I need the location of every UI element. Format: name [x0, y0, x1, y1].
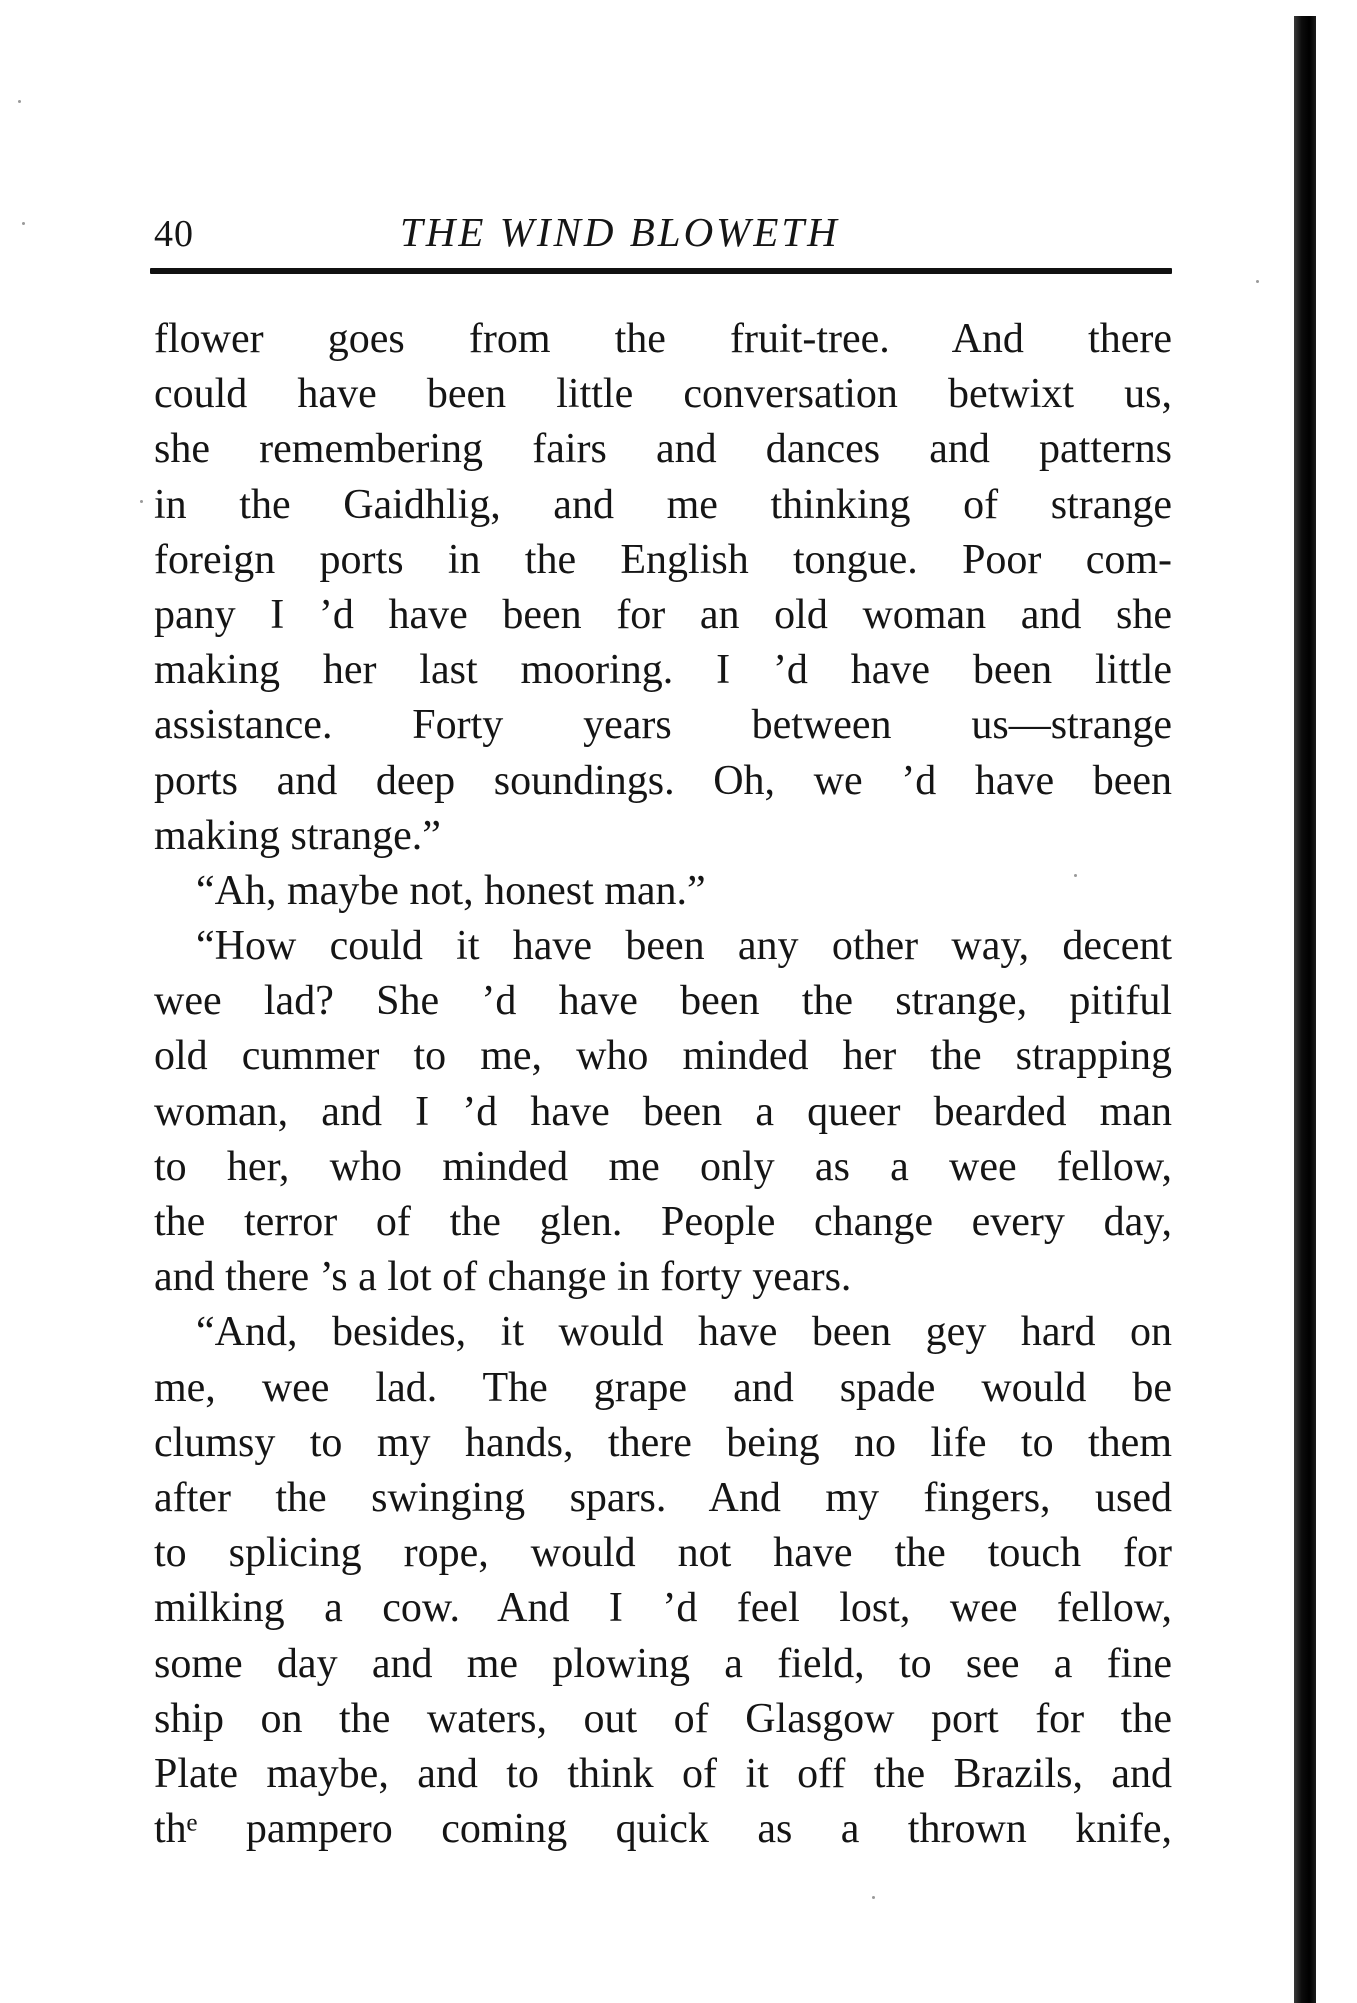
paper-speck: [872, 1896, 875, 1899]
text-line: in the Gaidhlig, and me thinking of strange: [154, 481, 1172, 528]
body-text: [154, 312, 1172, 1857]
text-line: to her, who minded me only as a wee fellow,: [154, 1143, 1172, 1190]
page-header: [154, 208, 1172, 264]
text-line: the terror of the glen. People change every day,: [154, 1199, 1172, 1245]
text-line: making strange.”: [154, 812, 441, 859]
text-line: woman, and I ’d have been a queer bearded man: [154, 1088, 1172, 1135]
paper-speck: [1074, 874, 1077, 877]
text-line: after the swinging spars. And my fingers, used: [154, 1474, 1172, 1521]
text-line: assistance. Forty years between us—strange: [154, 702, 1172, 749]
paper-speck: [140, 500, 143, 503]
header-rule: [150, 268, 1172, 274]
text-line: wee lad? She ’d have been the strange, pitiful: [154, 978, 1172, 1025]
text-line: “Ah, maybe not, honest man.”: [196, 867, 706, 914]
text-line: “And, besides, it would have been gey hard on: [196, 1309, 1172, 1356]
text-line: and there ’s a lot of change in forty years.: [154, 1254, 852, 1301]
text-line: making her last mooring. I ’d have been little: [154, 647, 1172, 694]
paper-speck: [22, 222, 25, 225]
text-line: ship on the waters, out of Glasgow port for the: [154, 1695, 1172, 1742]
running-title: THE WIND BLOWETH: [400, 209, 840, 255]
text-line: to splicing rope, would not have the touch for: [154, 1530, 1172, 1577]
text-line: flower goes from the fruit-tree. And there: [154, 316, 1172, 362]
text-line: “How could it have been any other way, decent: [196, 923, 1172, 970]
text-line: pany I ’d have been for an old woman and she: [154, 591, 1172, 638]
text-line: milking a cow. And I ’d feel lost, wee fellow,: [154, 1585, 1172, 1632]
text-line: Plate maybe, and to think of it off the Brazils, and: [154, 1750, 1172, 1797]
paper-speck: [1256, 280, 1259, 283]
text-line: ports and deep soundings. Oh, we ’d have been: [154, 757, 1172, 804]
text-line: old cummer to me, who minded her the strapping: [154, 1033, 1172, 1080]
text-line: she remembering fairs and dances and patterns: [154, 426, 1172, 473]
text-line: me, wee lad. The grape and spade would be: [154, 1364, 1172, 1411]
text-line: clumsy to my hands, there being no life to them: [154, 1419, 1172, 1466]
page-number: 40: [154, 213, 194, 255]
text-line: could have been little conversation betwixt us,: [154, 371, 1172, 418]
text-line: foreign ports in the English tongue. Poor com-: [154, 536, 1172, 583]
page-binding-edge: [1294, 16, 1316, 2003]
paper-speck: [18, 100, 21, 103]
text-line: thᵉ pampero coming quick as a thrown knife,: [154, 1806, 1172, 1853]
text-line: some day and me plowing a field, to see a fine: [154, 1640, 1172, 1687]
